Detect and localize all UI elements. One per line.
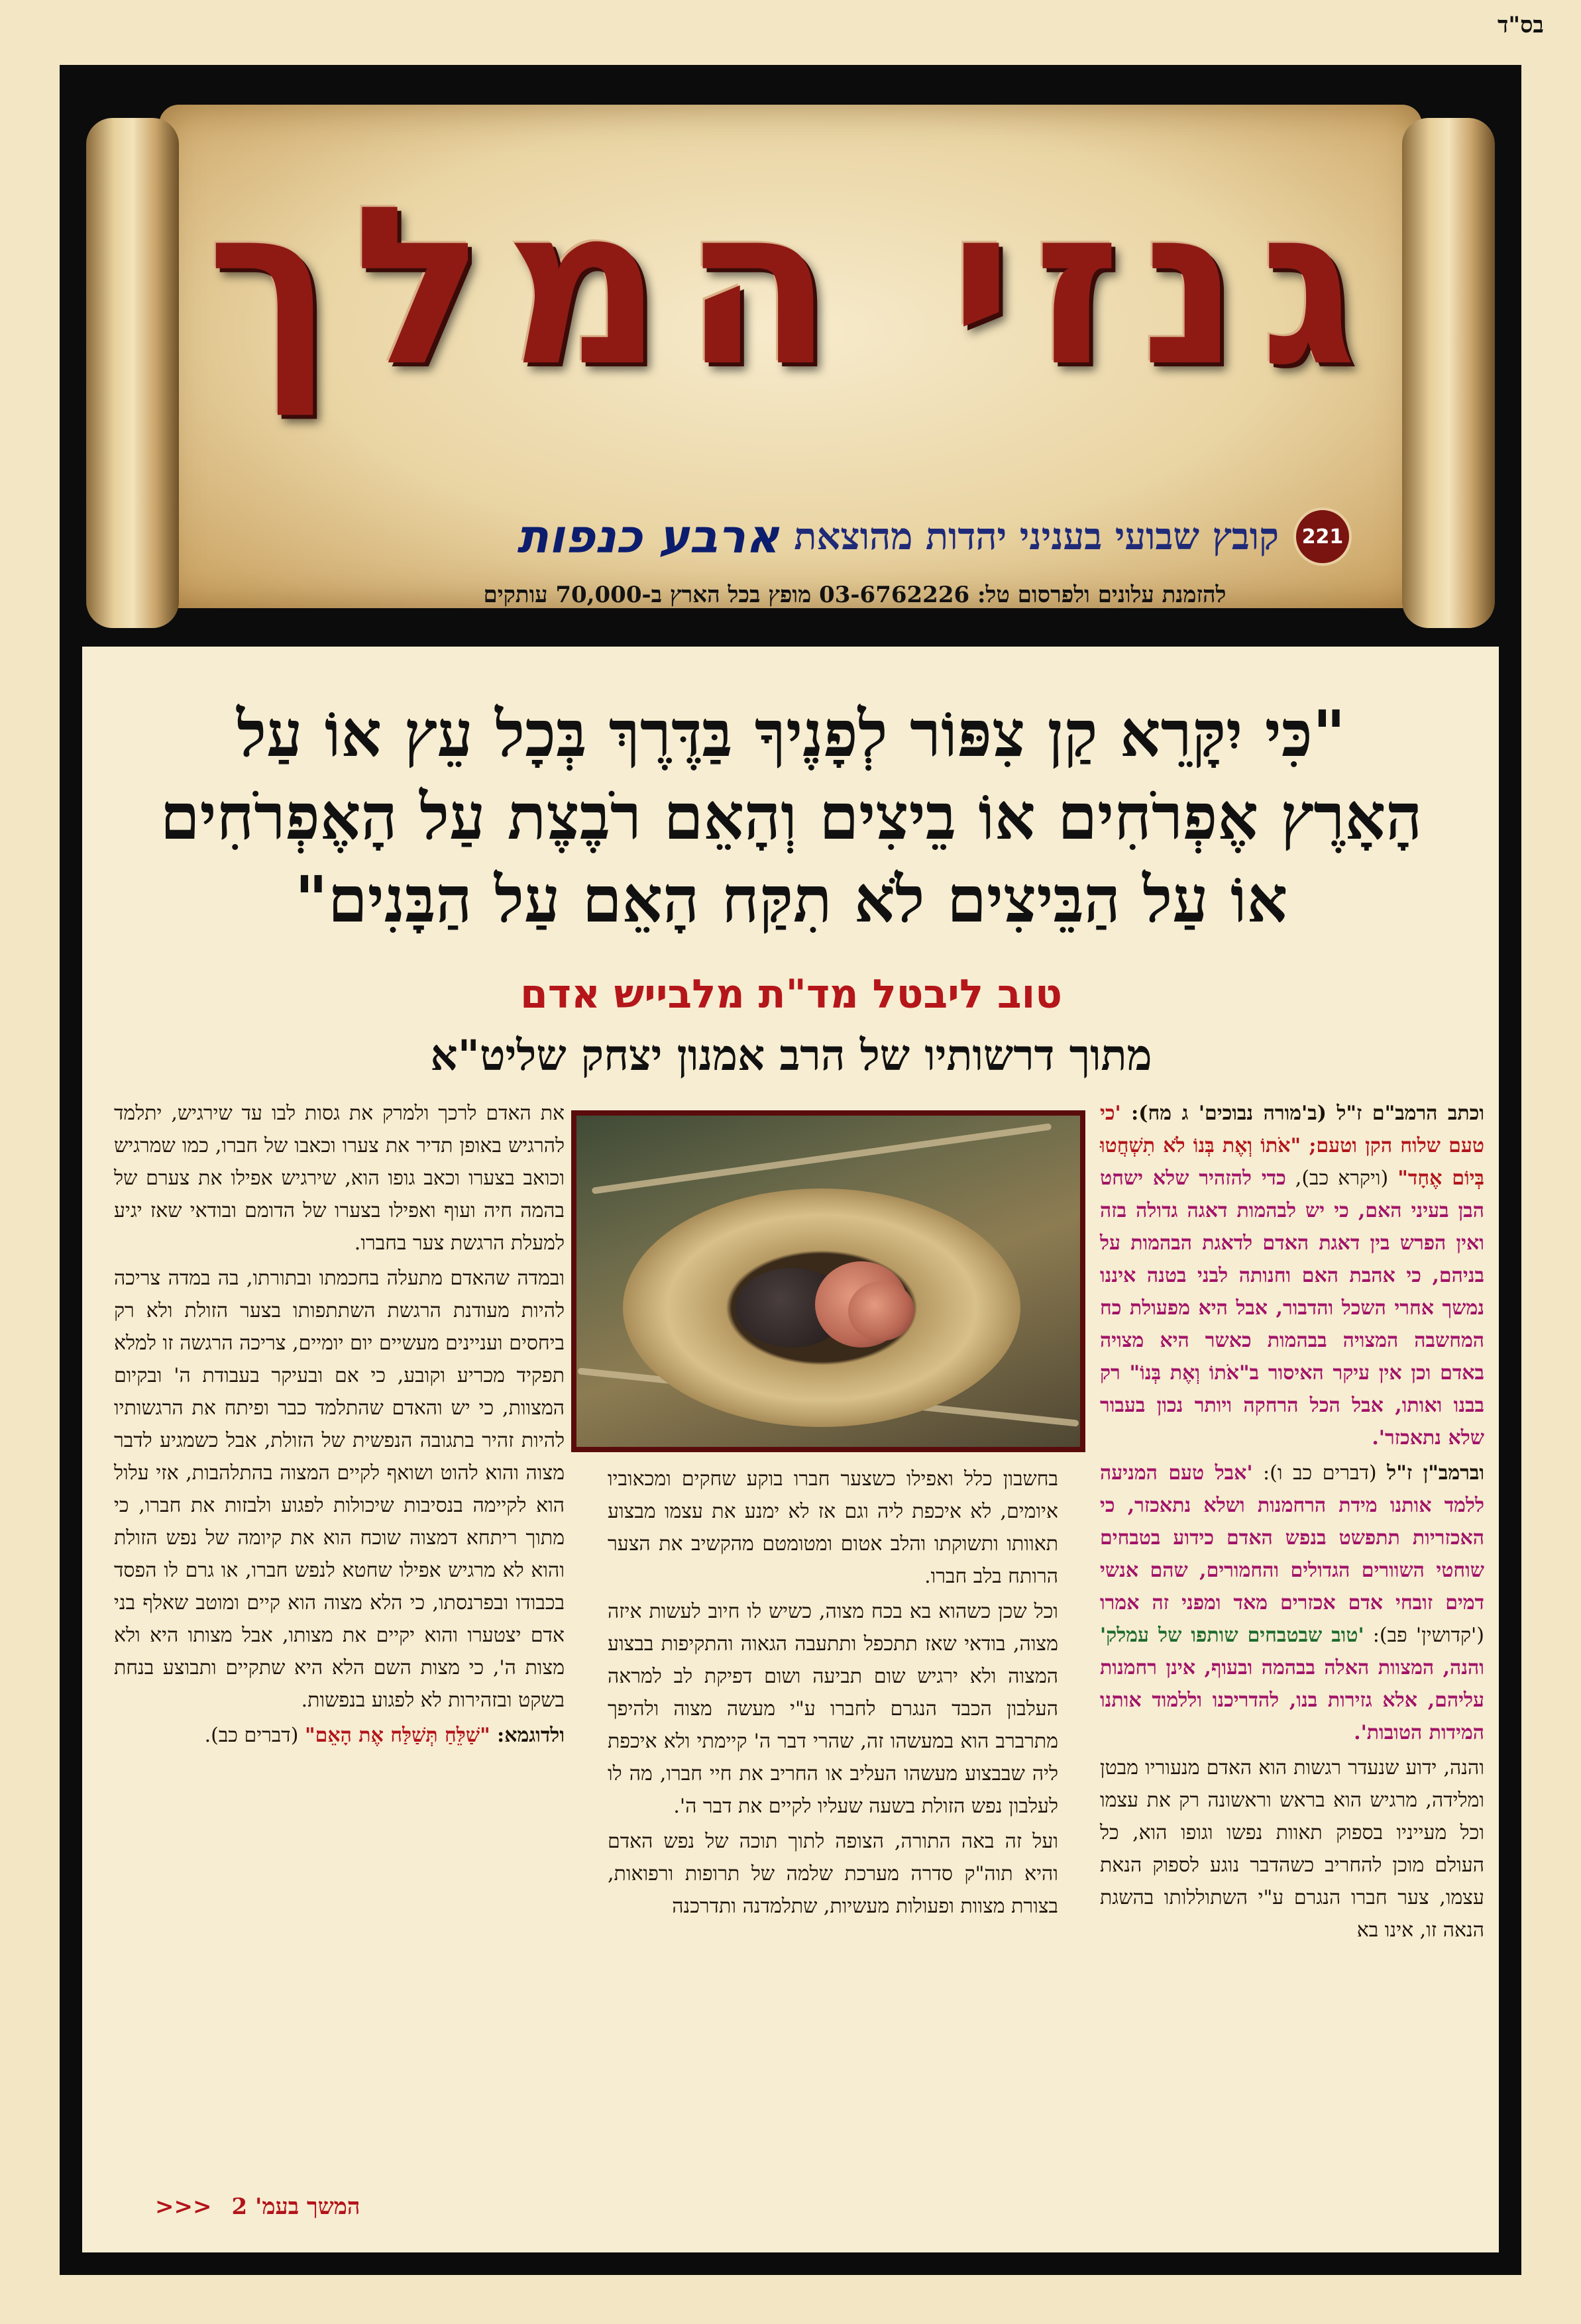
- page-frame: [60, 65, 1521, 2275]
- continue-note[interactable]: [155, 2193, 360, 2220]
- paragraph: את האדם לרכך ולמרק את גסות לבו עד שירגיש, יתלמד להרגיש באופן תדיר את צערו וכאבו של חברו, כמו שמרגיש וכואב בצערו וכאב גופו הוא, שירגיש אפילו את צערם של בהמה חיה ועוף ואפילו בצערו של הדומם ובודאי שאז יגיע למעלת הרגשת צער בחברו.: [114, 1102, 565, 1255]
- arrow-left-icon: <<<: [155, 2193, 212, 2220]
- headline-line: אוֹ עַל הַבֵּיצִים לֹא תִקַּח הָאֵם עַל הַבָּנִים": [294, 861, 1288, 937]
- headline-line: הָאָרֶץ אֶפְרֹחִים אוֹ בֵיצִים וְהָאֵם רֹבֶצֶת עַל הָאֶפְרֹחִים: [160, 778, 1423, 854]
- continue-label: המשך בעמ' 2: [231, 2193, 360, 2220]
- scroll-roll-left: [86, 118, 179, 628]
- headline-verse: [122, 693, 1460, 941]
- headline-line: "כִּי יִקָּרֵא קַן צִפּוֹר לְפָנֶיךָ בַּדֶּרֶךְ בְּכָל עֵץ אוֹ עַל: [237, 696, 1346, 771]
- subtitle-red: טוב ליבטל מד"ת מלבייש אדם: [520, 971, 1062, 1018]
- bsd-mark: בס"ד: [1498, 12, 1544, 38]
- subtitle-author: מתוך דרשותיו של הרב אמנון יצחק שליט"א: [430, 1031, 1152, 1081]
- paragraph: ועל זה באה התורה, הצופה לתוך תוכה של נפש האדם והיא תוה"ק סדרה מערכת שלמה של תרופות ורפואות, בצורת מצוות ופעולות מעשיות, שתלמדנה ותדרכנה: [608, 1830, 1058, 1918]
- publisher-name: ארבע כנפות: [517, 509, 780, 564]
- masthead-subline: [490, 507, 1352, 566]
- article-content: [82, 647, 1499, 2252]
- paragraph: ולדוגמא: "שַׁלֵּחַ תְּשַׁלַּח אֶת הָאֵם" (דברים כב).: [204, 1724, 565, 1747]
- masthead-header: [60, 65, 1521, 648]
- paragraph: וברמב"ן ז"ל (דברים כב ו): 'אבל טעם המניעה ללמד אותנו מידת הרחמנות ושלא נתאכזר, כי האכזריות תתפשט בנפש האדם כידוע בטבחים שוחטי השוורים הגדולים והחמורים, שהם אנשי דמים זובחי אדם אכזרים מאד ומפני זה אמרו ('קדושין' פב): 'טוב שבטבחים שותפו של עמלק' והנה, המצוות האלה בבהמה ובעוף, אינן רחמנות עליהם, אלא גזירות בנו, להדריכנו וללמוד אותנו המידות הטובות'.: [1100, 1461, 1485, 1744]
- contact-line: להזמנת עלונים ולפרסום טל: 03-6762226 מופץ בכל הארץ ב-70,000 עותקים: [483, 582, 1227, 608]
- column-left: [114, 1097, 565, 2243]
- paragraph: בחשבון כלל ואפילו כשצער חברו בוקע שחקים ומכאוביו איומים, לא איכפת ליה וגם אז לא ימנע את עצמו מבצוע תאוותו ותשוקתו והלב אטום ומטומטם מהקשיב את הצער הרותח בלב חברו.: [608, 1467, 1058, 1588]
- column-middle: [608, 1463, 1058, 2245]
- masthead-title: גנזי המלך: [206, 160, 1378, 414]
- issue-number-badge: 221: [1293, 507, 1352, 566]
- paragraph: והנה, ידוע שנעדר רגשות הוא האדם מנעוריו מבטן ומלידה, מרגיש הוא בראש וראשונה רק את עצמו וכל מעייניו בספוק תאוות נפשו וגופו הוא, כל העולם מוכן להחריב כשהדבר נוגע לספוק הנאת עצמו, צער חברו הנגרם ע"י השתוללותו בהשגת הנאה זו, אינו בא: [1100, 1756, 1484, 1942]
- paragraph: ובמדה שהאדם מתעלה בחכמתו ובתורתו, בה במדה צריכה להיות מעודנת הרגשת השתתפותו בצער הזולת ולא רק ביחסים ועניינים מעשיים יום יומיים, צריכה הרגשה זו למלא תפקיד מכריע וקובע, כי אם ובעיקר בעבודת ה' ובקיום המצוות, כי יש והאדם שהתלמד כבר ופיתח את הרגשותיו להיות זהיר בתגובה הנפשית של הזולת, אבל כשמגיע לדבר מצוה והוא להוט ושואף לקיים המצוה בהתלהבות, אזי עלול הוא לקיימה בנסיבות שיכולות לפגוע ולבזות את חברו, כי מתוך ריתחא דמצוה שוכח הוא את קיומה של נפש הזולת והוא לא מרגיש אפילו שחטא לנפש חברו, או גרם לו הפסד בכבודו ובפרנסתו, כי הלא מצוה הוא קיים ומוטב שאלף בני אדם יצטערו והוא יקיים את מצותו, אבל מצותו היא ולא מצות ה', כי מצות השם הלא היא שתקיים ותבוצע בנחת בשקט ובזהירות לא לפגוע בנפשות.: [114, 1267, 565, 1712]
- paragraph: וכל שכן כשהוא בא בכח מצוה, כשיש לו חיוב לעשות איזה מצוה, בודאי שאז תתכפל ותתעבה הגאוה והתקיפות בבצוע המצוה ולא ירגיש שום תביעה ושום דפיקת לב למראה העלבון הכבד הנגרם לחברו ע"י מעשה מצוה ולהיפך מתרברב הוא במעשהו זה, שהרי דבר ה' קיימתי ולא איכפת ליה שבבצוע מעשהו העליב או החריב את חיי חברו, מה לו לעלבון נפש הזולת בשעה שעליו לקיים את דבר ה'.: [608, 1600, 1058, 1818]
- tagline: קובץ שבועי בעניני יהדות מהוצאת: [794, 515, 1279, 558]
- column-right: [1100, 1097, 1484, 2243]
- paragraph: וכתב הרמב"ם ז"ל (ב'מורה נבוכים' ג מח): 'כי טעם שלוח הקן וטעם; "אֹתוֹ וְאֶת בְּנוֹ לֹא תִשְׁחֲטוּ בְּיוֹם אֶחָד" (ויקרא כב), כדי להזהיר שלא ישחט הבן בעיני האם, כי יש לבהמות דאגה גדולה בזה ואין הפרש בין דאגת האדם לדאגת הבהמות על בניהם, כי אהבת האם וחנותה לבני בטנה איננו נמשך אחרי השכל והדבור, אבל היא מפעולת כח המחשבה המצויה בבהמות כאשר היא מצויה באדם וכן אין עיקר האיסור ב"אֹתוֹ וְאֶת בְּנוֹ" רק בבנו ואותו, אבל הכל הרחקה ויותר נכון בעבור שלא נתאכזר'.: [1100, 1102, 1484, 1450]
- scroll-roll-right: [1402, 118, 1495, 628]
- nest-photo: [571, 1110, 1085, 1452]
